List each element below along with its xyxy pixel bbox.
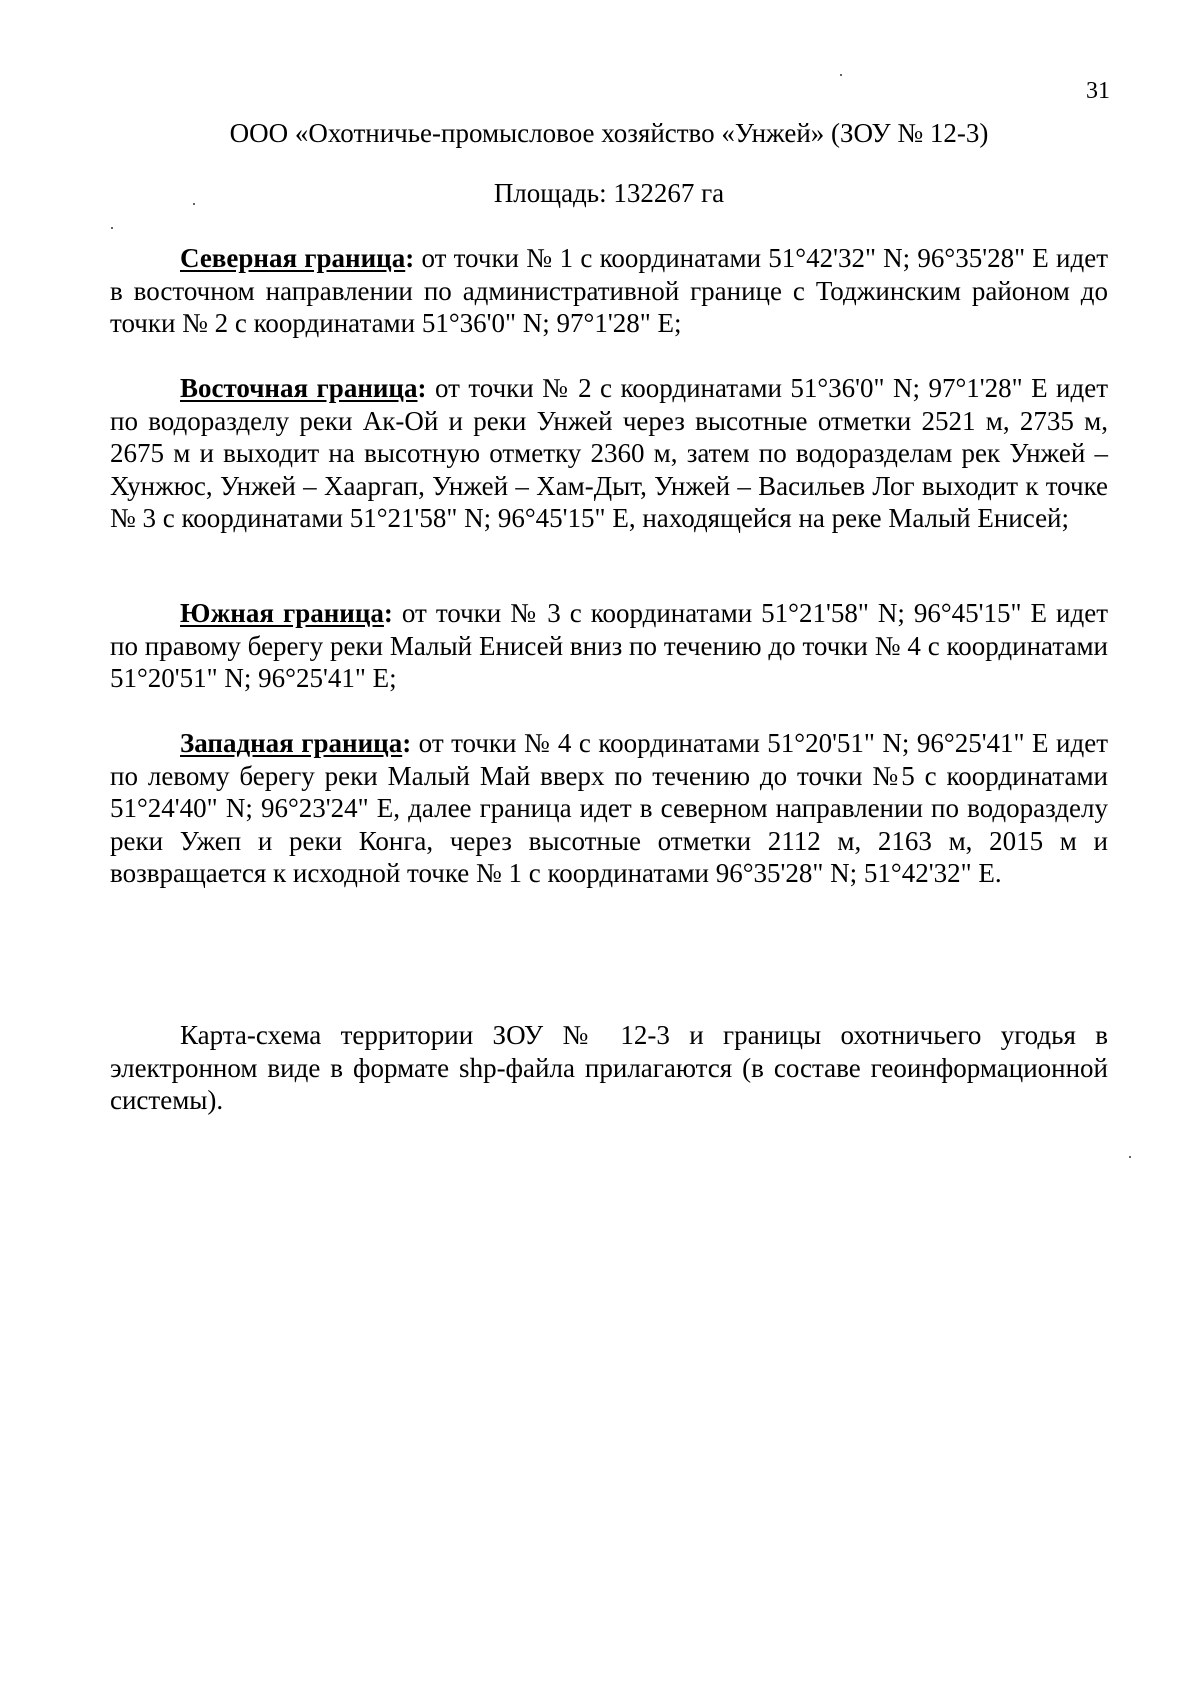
map-note-paragraph: Карта-схема территории ЗОУ № 12-3 и границы охотничьего угодья в электронном виде в формате shp-файла прилагаются (в составе геоинформационной системы).	[110, 1020, 1108, 1116]
east-boundary-paragraph	[110, 372, 1108, 535]
west-boundary-colon: :	[402, 728, 412, 758]
west-boundary-paragraph	[110, 727, 1108, 890]
south-boundary-label: Южная граница	[180, 598, 384, 628]
scan-speck	[1129, 1156, 1131, 1158]
east-boundary-text: от точки № 2 с координатами 51°36'0" N; 97°1'28" E идет по водоразделу реки Ак-Ой и реки Унжей через высотные отметки 2521 м, 2735 м, 2675 м и выходит на высотную отметку 2360 м, затем по водоразделам рек Унжей – Хунжюс, Унжей – Хааргап, Унжей – Хам-Дыт, Унжей – Васильев Лог выходит к точке № 3 с координатами 51°21'58" N; 96°45'15" E, находящейся на реке Малый Енисей;	[110, 373, 1108, 534]
south-boundary-paragraph	[110, 597, 1108, 695]
east-boundary-colon: :	[417, 373, 427, 403]
north-boundary-paragraph	[110, 242, 1108, 340]
area-line: Площадь: 132267 га	[493, 178, 725, 208]
north-boundary-colon: :	[405, 243, 415, 273]
scan-speck	[193, 203, 195, 205]
west-boundary-text: от точки № 4 с координатами 51°20'51" N; 96°25'41" E идет по левому берегу реки Малый Май вверх по течению до точки №5 с координатами 51°24'40" N; 96°23'24" E, далее граница идет в северном направлении по водоразделу реки Ужеп и реки Конга, через высотные отметки 2112 м, 2163 м, 2015 м и возвращается к исходной точке № 1 с координатами 96°35'28" N; 51°42'32" E.	[110, 728, 1108, 889]
east-boundary-section	[110, 372, 1108, 535]
document-title: ООО «Охотничье-промысловое хозяйство «Унжей» (ЗОУ № 12-3)	[229, 118, 989, 148]
south-boundary-section	[110, 597, 1108, 695]
south-boundary-text: от точки № 3 с координатами 51°21'58" N; 96°45'15" E идет по правому берегу реки Малый Енисей вниз по течению до точки № 4 с координатами 51°20'51" N; 96°25'41" E;	[110, 598, 1108, 694]
south-boundary-colon: :	[383, 598, 393, 628]
map-note-section	[110, 1019, 1108, 1117]
north-boundary-label: Северная граница	[180, 243, 406, 273]
page-number: 31	[1086, 78, 1110, 104]
north-boundary-text: от точки № 1 с координатами 51°42'32" N; 96°35'28" E идет в восточном направлении по административной границе с Тоджинским районом до точки № 2 с координатами 51°36'0" N; 97°1'28" E;	[110, 243, 1108, 339]
east-boundary-label: Восточная граница	[180, 373, 418, 403]
north-boundary-section	[110, 242, 1108, 340]
scan-speck	[840, 74, 842, 76]
west-boundary-section	[110, 727, 1108, 890]
west-boundary-label: Западная граница	[180, 728, 403, 758]
scan-speck	[111, 227, 113, 229]
